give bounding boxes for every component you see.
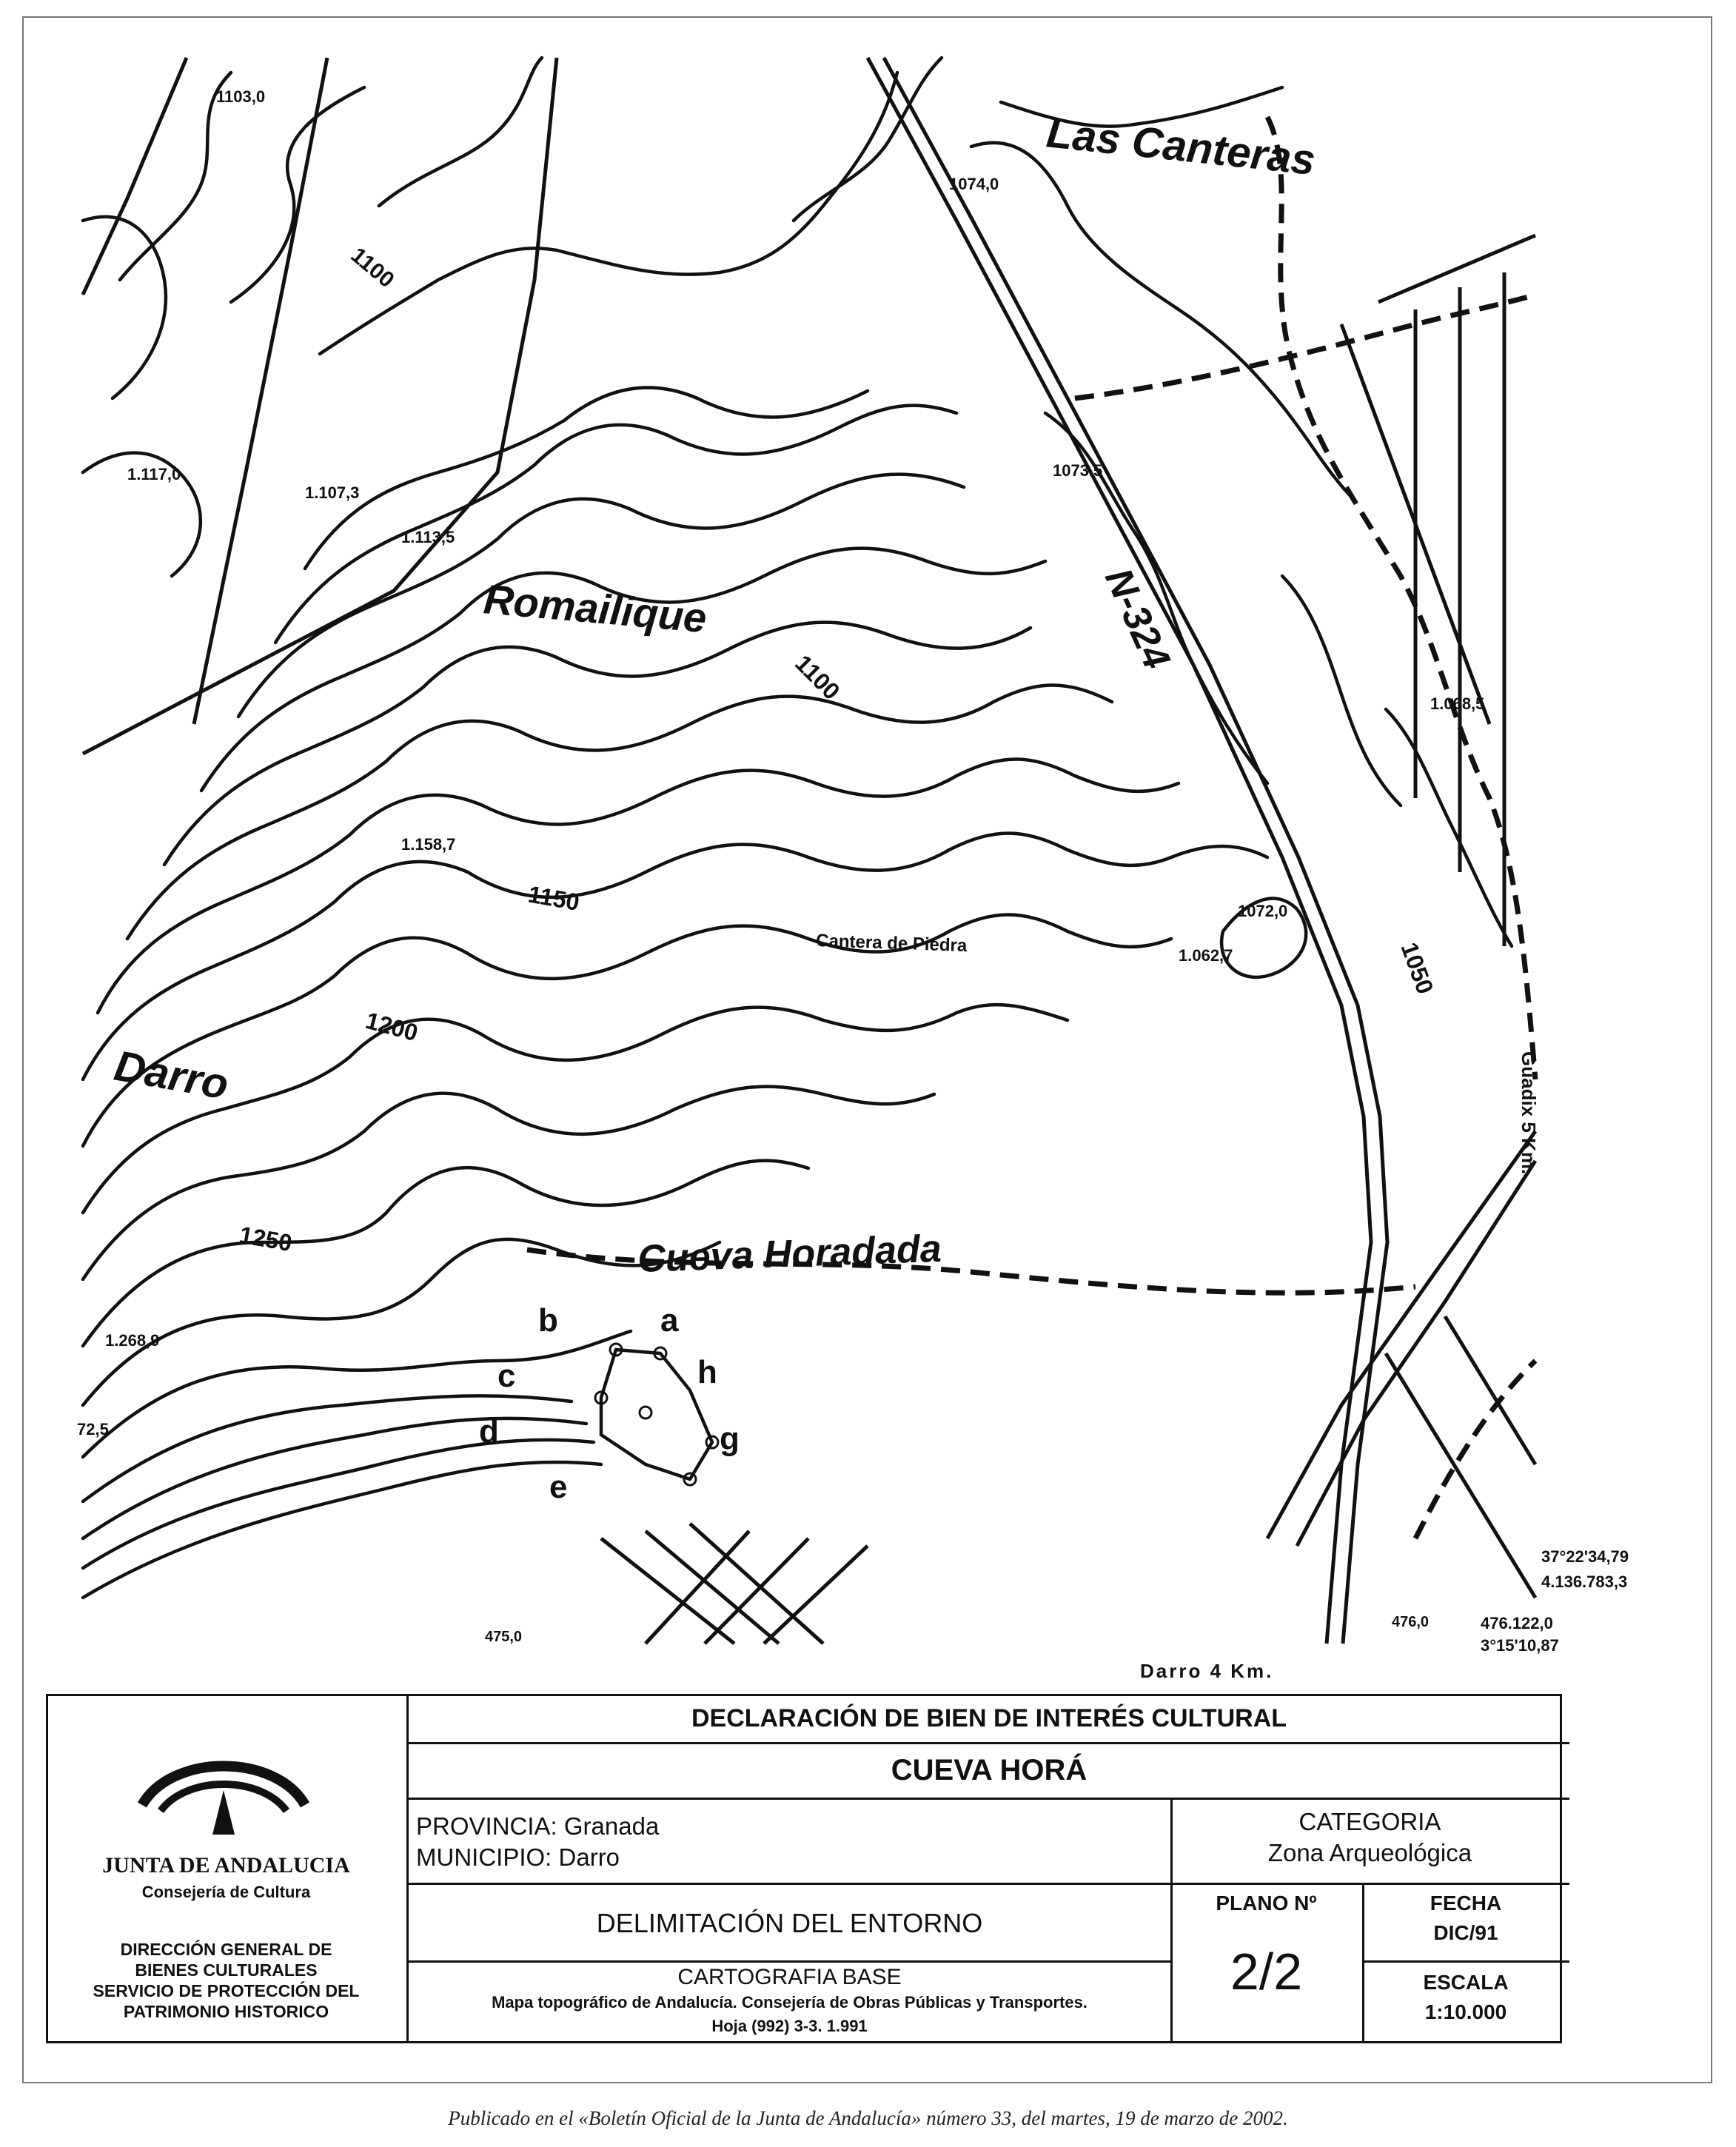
org-name: JUNTA DE ANDALUCIA xyxy=(102,1853,350,1878)
categoria-cell xyxy=(1170,1798,1569,1885)
fecha-value: DIC/91 xyxy=(1433,1921,1498,1944)
contour-1100a: 1100 xyxy=(346,243,399,293)
label-cantera-de-piedra: Cantera de Piedra xyxy=(815,931,968,957)
spot-height-6: 1073.5 xyxy=(1053,461,1103,480)
contour-1050: 1050 xyxy=(1395,939,1439,998)
direction-line-3: SERVICIO DE PROTECCIÓN DEL xyxy=(93,1981,360,2000)
site-name: CUEVA HORÁ xyxy=(891,1754,1087,1786)
field-grid xyxy=(601,235,1535,1644)
contour-1250: 1250 xyxy=(237,1221,295,1257)
coord-utm-e: 476.122,0 xyxy=(1481,1614,1553,1632)
spot-height-8: 1.068,5 xyxy=(1430,694,1485,713)
org-panel xyxy=(46,1694,409,2043)
municipio-line xyxy=(416,1843,620,1872)
categoria-label: CATEGORIA xyxy=(1298,1808,1441,1835)
site-letter-h: h xyxy=(697,1354,717,1390)
label-guadix: Guadix 5 Km. xyxy=(1518,1051,1540,1175)
coord-lon: 3°15'10,87 xyxy=(1481,1636,1559,1655)
title-block xyxy=(46,1694,1562,2043)
provincia-value: Granada xyxy=(563,1812,660,1840)
spot-height-5: 1.113,5 xyxy=(401,528,455,546)
spot-height-10: 1.062,7 xyxy=(1179,946,1233,965)
spot-height-1: 1103,0 xyxy=(216,87,266,106)
site-letter-g: g xyxy=(720,1421,740,1457)
cartografia-label: CARTOGRAFIA BASE xyxy=(677,1965,902,1989)
contour-1150: 1150 xyxy=(526,880,582,916)
plano-value: 2/2 xyxy=(1230,1943,1303,2000)
municipio-label: MUNICIPIO: xyxy=(416,1843,552,1871)
cartografia-cell xyxy=(409,1960,1173,2043)
site-letter-e: e xyxy=(549,1469,568,1505)
spot-height-9: 1072,0 xyxy=(1238,902,1288,920)
cartografia-text-2: Hoja (992) 3-3. 1.991 xyxy=(711,2017,868,2035)
site-letter-b: b xyxy=(538,1302,558,1339)
contour-1200: 1200 xyxy=(363,1006,421,1047)
declaration-row xyxy=(409,1694,1569,1744)
location-cell xyxy=(409,1798,1173,1885)
org-dept: Consejería de Cultura xyxy=(141,1883,311,1901)
spot-height-12: 72,5 xyxy=(77,1420,109,1438)
site-letter-a: a xyxy=(660,1302,679,1339)
label-n324: N-324 xyxy=(1096,562,1179,676)
site-letter-c: c xyxy=(497,1358,516,1394)
spot-height-3: 1.117,0 xyxy=(127,465,181,483)
label-darro-4km: Darro 4 Km. xyxy=(1140,1660,1274,1682)
delimitacion-cell xyxy=(409,1883,1173,1963)
site-name-row xyxy=(409,1742,1569,1800)
fecha-cell xyxy=(1362,1883,1569,1963)
junta-logo xyxy=(127,1724,320,1842)
escala-cell xyxy=(1362,1960,1569,2043)
direction-line-4: PATRIMONIO HISTORICO xyxy=(123,2002,329,2021)
cartografia-text-1: Mapa topográfico de Andalucía. Consejería de Obras Públicas y Transportes. xyxy=(492,1993,1087,2012)
declaration-title: DECLARACIÓN DE BIEN DE INTERÉS CULTURAL xyxy=(691,1704,1287,1732)
plano-label: PLANO Nº xyxy=(1216,1892,1317,1915)
roads xyxy=(83,58,1535,1644)
spot-height-4: 1.107,3 xyxy=(305,483,360,502)
label-las-canteras: Las Canteras xyxy=(1044,108,1318,185)
coord-bottom-x2: 476,0 xyxy=(1392,1614,1430,1630)
label-darro: Darro xyxy=(110,1041,232,1109)
spot-height-7: 1.158,7 xyxy=(401,835,456,854)
coord-utm-n: 4.136.783,3 xyxy=(1541,1572,1628,1591)
fecha-label: FECHA xyxy=(1430,1892,1502,1915)
contour-1100b: 1100 xyxy=(790,649,845,706)
label-cueva-horadada: Cueva Horadada xyxy=(637,1227,942,1281)
spot-height-11: 1.268,9 xyxy=(105,1331,160,1350)
coord-lat: 37°22'34,79 xyxy=(1541,1547,1629,1566)
site-letter-d: d xyxy=(479,1413,499,1450)
topographic-map xyxy=(77,58,1535,1644)
plano-cell xyxy=(1170,1883,1364,2043)
provincia-label: PROVINCIA: xyxy=(416,1812,557,1840)
direction-line-1: DIRECCIÓN GENERAL DE xyxy=(120,1940,332,1959)
categoria-value: Zona Arqueológica xyxy=(1267,1839,1472,1866)
label-romailique: Romailique xyxy=(481,575,709,642)
provincia-line xyxy=(416,1812,659,1840)
coord-bottom-x: 475,0 xyxy=(485,1629,523,1645)
escala-value: 1:10.000 xyxy=(1424,2000,1507,2023)
escala-label: ESCALA xyxy=(1423,1971,1509,1994)
publication-note: Publicado en el «Boletín Oficial de la Junta de Andalucía» número 33, del martes, 19 de marzo de 2002. xyxy=(448,2107,1288,2129)
municipio-value: Darro xyxy=(558,1843,620,1871)
contour-lines xyxy=(83,58,1512,1598)
spot-height-2: 1074,0 xyxy=(949,175,999,193)
direction-line-2: BIENES CULTURALES xyxy=(135,1960,318,1980)
delimitacion-title: DELIMITACIÓN DEL ENTORNO xyxy=(596,1908,983,1938)
